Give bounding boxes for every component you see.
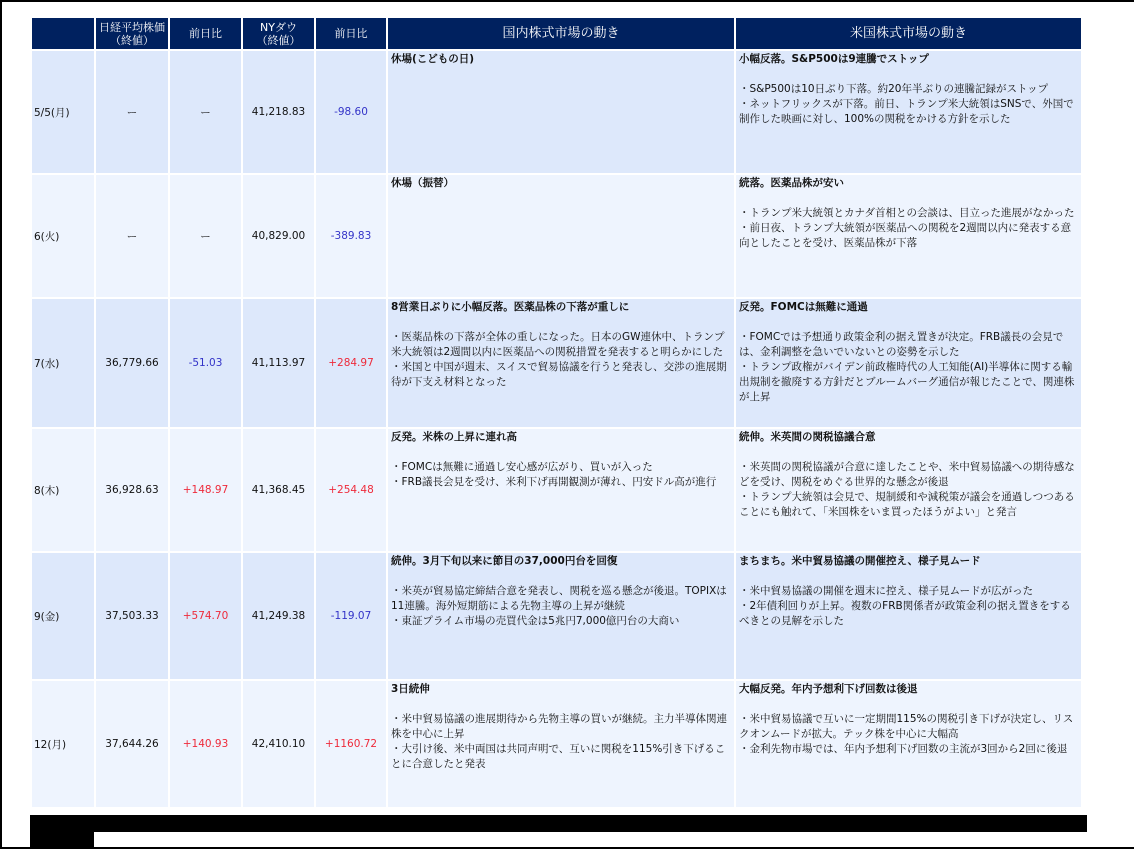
us-headline: まちまち。米中貿易協議の開催控え、様子見ムード	[739, 555, 981, 567]
us-headline: 反発。FOMCは無難に通過	[739, 301, 868, 313]
domestic-bullet: ・米国と中国が週末、スイスで貿易協議を行うと発表し、交渉の進展期待が下支え材料となった	[391, 361, 727, 388]
date-cell: 12(月)	[32, 681, 94, 807]
dow-close-cell: 41,113.97	[243, 299, 314, 427]
us-bullet: ・前日夜、トランプ大統領が医薬品への関税を2週間以内に発表する意向としたことを受け、医薬品株が下落	[739, 222, 1072, 249]
header-dow-line1: NYダウ	[260, 20, 297, 34]
nikkei-close-cell: 36,779.66	[96, 299, 168, 427]
us-market-cell	[736, 553, 1081, 679]
nikkei-close-cell: 37,503.33	[96, 553, 168, 679]
domestic-market-cell	[388, 299, 734, 427]
domestic-bullet: ・FRB議長会見を受け、米利下げ再開観測が薄れ、円安ドル高が進行	[391, 476, 717, 488]
dow-change-cell: -389.83	[316, 175, 386, 297]
header-dow	[243, 18, 314, 49]
table-row	[32, 299, 1081, 427]
domestic-bullet: ・米英が貿易協定締結合意を発表し、関税を巡る懸念が後退。TOPIXは11連騰。海外短期筋による先物主導の上昇が継続	[391, 585, 727, 612]
dow-change-cell: +284.97	[316, 299, 386, 427]
domestic-bullet: ・医薬品株の下落が全体の重しになった。日本のGW連休中、トランプ米大統領は2週間以内に医薬品への関税措置を発表すると明らかにした	[391, 331, 725, 358]
us-bullet: ・金利先物市場では、年内予想利下げ回数の主流が3回から2回に後退	[739, 743, 1068, 755]
domestic-bullet: ・大引け後、米中両国は共同声明で、互いに関税を115%引き下げることに合意したと発表	[391, 743, 726, 770]
domestic-market-cell	[388, 553, 734, 679]
nikkei-close-cell: 37,644.26	[96, 681, 168, 807]
header-dow-change: 前日比	[316, 18, 386, 49]
nikkei-change-cell: ー	[170, 175, 241, 297]
nikkei-close-cell: ー	[96, 175, 168, 297]
dow-change-cell: -119.07	[316, 553, 386, 679]
dow-close-cell: 41,218.83	[243, 51, 314, 173]
dow-close-cell: 42,410.10	[243, 681, 314, 807]
date-cell: 9(金)	[32, 553, 94, 679]
domestic-market-cell	[388, 429, 734, 551]
us-bullet: ・S&P500は10日ぶり下落。約20年半ぶりの連騰記録がストップ	[739, 83, 1049, 95]
us-market-cell	[736, 681, 1081, 807]
us-market-cell	[736, 175, 1081, 297]
domestic-market-cell	[388, 175, 734, 297]
domestic-bullet: ・米中貿易協議の進展期待から先物主導の買いが継続。主力半導体関連株を中心に上昇	[391, 713, 727, 740]
domestic-headline: 休場(こどもの日)	[391, 53, 475, 65]
dow-close-cell: 40,829.00	[243, 175, 314, 297]
nikkei-close-cell: 36,928.63	[96, 429, 168, 551]
us-bullet: ・ネットフリックスが下落。前日、トランプ米大統領はSNSで、外国で制作した映画に対し、100%の関税をかける方針を示した	[739, 98, 1074, 125]
domestic-market-cell	[388, 681, 734, 807]
us-bullet: ・米英間の関税協議が合意に達したことや、米中貿易協議への期待感などを受け、関税をめぐる世界的な懸念が後退	[739, 461, 1075, 488]
us-bullet: ・米中貿易協議で互いに一定期間115%の関税引き下げが決定し、リスクオンムードが拡大。テック株を中心に大幅高	[739, 713, 1074, 740]
domestic-bullet: ・FOMCは無難に通過し安心感が広がり、買いが入った	[391, 461, 653, 473]
table-row	[32, 175, 1081, 297]
dow-close-cell: 41,368.45	[243, 429, 314, 551]
nikkei-change-cell: +148.97	[170, 429, 241, 551]
domestic-headline: 3日続伸	[391, 683, 430, 695]
footer-tab	[30, 832, 94, 847]
nikkei-change-cell: ー	[170, 51, 241, 173]
us-bullet: ・FOMCでは予想通り政策金利の据え置きが決定。FRB議長の会見では、金利調整を急いでいないとの姿勢を示した	[739, 331, 1064, 358]
us-bullet: ・トランプ政権がバイデン前政権時代の人工知能(AI)半導体に関する輸出規制を撤廃する方針だとブルームバーグ通信が報じたことで、関連株が上昇	[739, 361, 1075, 403]
header-nikkei-line2: （終値）	[110, 33, 154, 47]
us-market-cell	[736, 429, 1081, 551]
date-cell: 8(木)	[32, 429, 94, 551]
table-row	[32, 681, 1081, 807]
us-bullet: ・トランプ大統領は会見で、規制緩和や減税策が議会を通過しつつあることにも触れて、「米国株をいま買ったほうがよい」と発言	[739, 491, 1075, 518]
dow-close-cell: 41,249.38	[243, 553, 314, 679]
nikkei-change-cell: +140.93	[170, 681, 241, 807]
domestic-headline: 続伸。3月下旬以来に節目の37,000円台を回復	[391, 555, 618, 567]
domestic-headline: 8営業日ぶりに小幅反落。医薬品株の下落が重しに	[391, 301, 630, 313]
us-headline: 続伸。米英間の関税協議合意	[739, 431, 876, 443]
header-nikkei-change: 前日比	[170, 18, 241, 49]
date-cell: 6(火)	[32, 175, 94, 297]
nikkei-change-cell: +574.70	[170, 553, 241, 679]
table-row	[32, 51, 1081, 173]
us-bullet: ・米中貿易協議の開催を週末に控え、様子見ムードが広がった	[739, 585, 1034, 597]
header-us: 米国株式市場の動き	[736, 18, 1081, 49]
us-market-cell	[736, 299, 1081, 427]
footer-bar	[30, 815, 1087, 832]
dow-change-cell: +1160.72	[316, 681, 386, 807]
header-dow-line2: （終値）	[256, 33, 301, 47]
table-row	[32, 553, 1081, 679]
table-header-row	[32, 18, 1081, 49]
table-row	[32, 429, 1081, 551]
nikkei-close-cell: ー	[96, 51, 168, 173]
us-market-cell	[736, 51, 1081, 173]
domestic-headline: 反発。米株の上昇に連れ高	[391, 431, 517, 443]
dow-change-cell: -98.60	[316, 51, 386, 173]
us-headline: 大幅反発。年内予想利下げ回数は後退	[739, 683, 918, 695]
us-bullet: ・トランプ米大統領とカナダ首相との会談は、目立った進展がなかった	[739, 207, 1075, 219]
us-headline: 続落。医薬品株が安い	[739, 177, 844, 189]
date-cell: 7(水)	[32, 299, 94, 427]
header-nikkei-line1: 日経平均株価	[99, 20, 165, 34]
header-nikkei	[96, 18, 168, 49]
header-domestic: 国内株式市場の動き	[388, 18, 734, 49]
dow-change-cell: +254.48	[316, 429, 386, 551]
domestic-headline: 休場（振替）	[391, 177, 454, 189]
us-bullet: ・2年債利回りが上昇。複数のFRB関係者が政策金利の据え置きをするべきとの見解を示した	[739, 600, 1071, 627]
header-date	[32, 18, 94, 49]
nikkei-change-cell: -51.03	[170, 299, 241, 427]
domestic-market-cell	[388, 51, 734, 173]
market-summary-table	[30, 16, 1083, 809]
us-headline: 小幅反落。S&P500は9連騰でストップ	[739, 53, 929, 65]
domestic-bullet: ・東証プライム市場の売買代金は5兆円7,000億円台の大商い	[391, 615, 680, 627]
date-cell: 5/5(月)	[32, 51, 94, 173]
